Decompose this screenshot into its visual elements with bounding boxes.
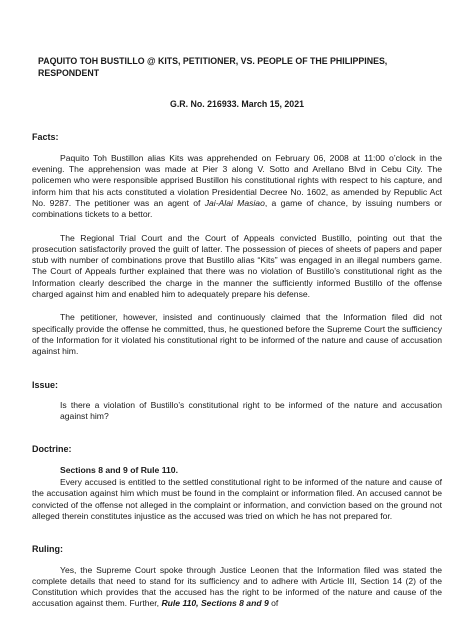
ruling-text-a: Yes, the Supreme Court spoke through Justice Leonen that the Information filed was stated the complete details that need to stand for its sufficiency and to adhere with Article III, Section 14 (2) of the Constitution which provides that the accused has the right to be informed of the nature and cause of the accusation against them. Further, [32, 564, 442, 609]
facts-paragraph-2: The Regional Trial Court and the Court of Appeals convicted Bustillo, pointing out that the prosecution satisfactorily proved the guilt of latter. The possession of pieces of sheets of papers and paper stub with number of combinations prove that Bustillo alias “Kits” was engaged in an illegal numbers game. The Court of Appeals further explained that there was no violation of Bustillo’s constitutional right as the Information clearly described the charge in the manner the sufficiently informed Bustillo of the offense charged against him and enabled him to adequately prepare his defense. [32, 232, 442, 300]
case-number: G.R. No. 216933. March 15, 2021 [170, 99, 304, 110]
doctrine-heading: Doctrine: [32, 444, 72, 455]
doctrine-subheading: Sections 8 and 9 of Rule 110. [60, 464, 178, 475]
ruling-text-b: of [268, 598, 279, 609]
case-title: PAQUITO TOH BUSTILLO @ KITS, PETITIONER, VS. PEOPLE OF THE PHILIPPINES, RESPONDENT [38, 56, 388, 78]
facts-p1-emphasis: Jai-Alai Masiao [204, 197, 265, 208]
doctrine-text: Every accused is entitled to the settled constitutional right to be informed of the nature and cause of the accusation against him which must be found in the complaint or information filed. An accused cannot be convicted of the offense not alleged in the complaint or information, and conviction based on the ground not alleged therein constitutes injustice as the accused was tried on which he has not prepared for. [32, 477, 442, 521]
facts-heading: Facts: [32, 132, 59, 143]
facts-paragraph-3: The petitioner, however, insisted and continuously claimed that the Information filed did not specifically provide the offense he committed, thus, he questioned before the Supreme Court the sufficiency of the Information for it violated his constitutional right to be informed of the nature and cause of accusation against him. [32, 312, 442, 357]
ruling-heading: Ruling: [32, 544, 63, 555]
facts-p1-text-a: Paquito Toh Bustillon alias Kits was apprehended on February 06, 2008 at 11:00 o’clock in the evening. The apprehension was made at Pier 3 along V. Sotto and Arellano Blvd in Cebu City. The policemen who were responsible apprised Bustillon his constitutional rights with respect to his capture, and inform him that his acts constituted a violation Presidential Decree No. 1602, as amended by Republic Act No. 9287. The petitioner was an agent of [32, 152, 442, 208]
issue-text: Is there a violation of Bustillo’s constitutional right to be informed of the nature and accusation against him? [60, 399, 442, 422]
facts-paragraph-1 [32, 153, 442, 221]
ruling-text [32, 565, 442, 610]
ruling-emphasis: Rule 110, Sections 8 and 9 [161, 598, 269, 609]
facts-p1-text-b: , a game of chance, by issuing numbers or combinations tickets to a bettor. [32, 197, 443, 220]
issue-heading: Issue: [32, 379, 59, 390]
